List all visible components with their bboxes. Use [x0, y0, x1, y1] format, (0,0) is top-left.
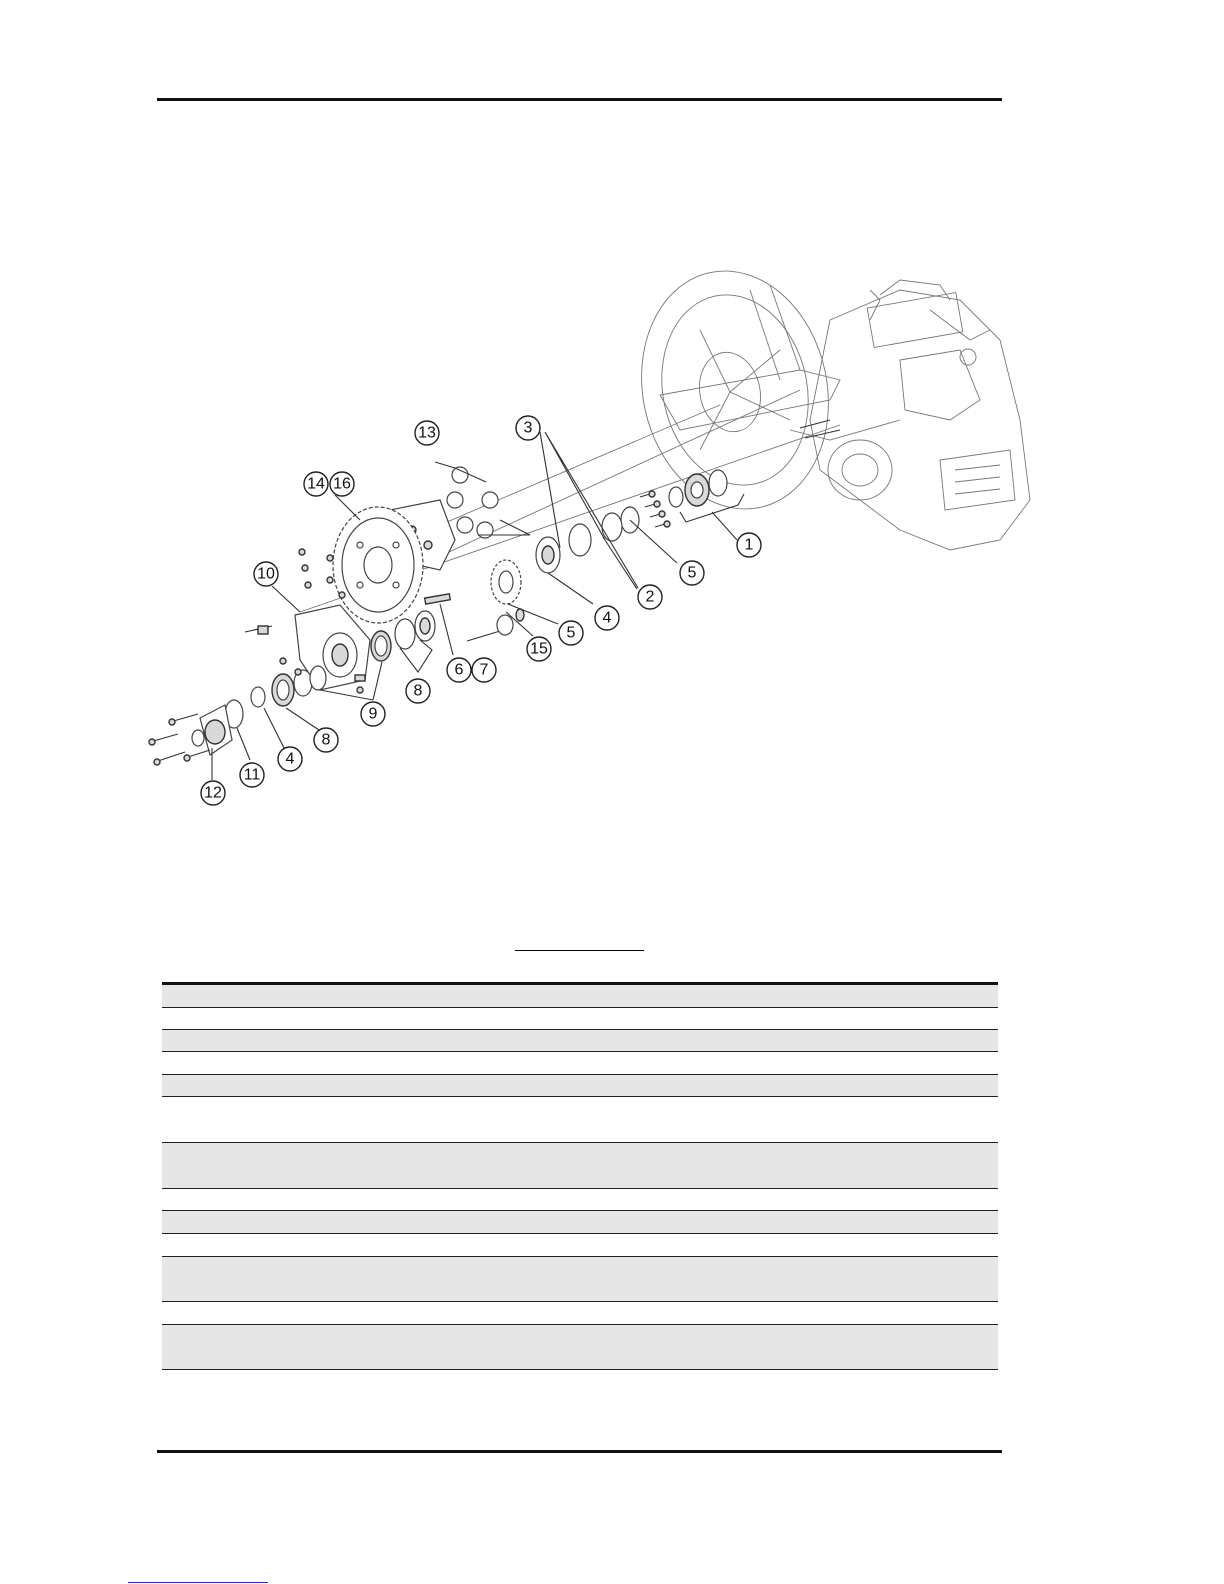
- svg-text:12: 12: [204, 784, 222, 802]
- table-row: [162, 1143, 998, 1189]
- sprocket-carrier-part: [536, 524, 591, 573]
- svg-text:1: 1: [744, 536, 754, 554]
- parts-key-table: [162, 982, 998, 1370]
- table-row: [162, 1325, 998, 1370]
- callout-8b: [314, 728, 338, 752]
- callout-5b: [559, 621, 583, 645]
- svg-text:7: 7: [479, 661, 489, 679]
- svg-text:4: 4: [285, 750, 295, 768]
- svg-text:16: 16: [333, 475, 351, 493]
- bolt-set-right: [640, 491, 670, 527]
- callout-8a: [406, 679, 430, 703]
- bottom-rule: [157, 1450, 1002, 1453]
- table-header-row: [162, 984, 998, 1008]
- callout-2: [638, 585, 662, 609]
- svg-text:8: 8: [321, 731, 331, 749]
- swingarm-outline: [660, 285, 900, 440]
- callout-4b: [278, 747, 302, 771]
- engine-outline: [810, 280, 1030, 550]
- table-row: [162, 1030, 998, 1052]
- svg-text:2: 2: [645, 588, 655, 606]
- callout-12: [201, 781, 225, 805]
- table-row: [162, 1302, 998, 1325]
- leader-lines: [212, 432, 744, 780]
- callout-16: [330, 472, 354, 496]
- svg-text:8: 8: [413, 682, 423, 700]
- svg-text:11: 11: [243, 766, 261, 784]
- end-cover-part: [192, 705, 232, 755]
- chain-link-part: [425, 594, 451, 604]
- svg-text:5: 5: [687, 564, 697, 582]
- bearing-seal-parts-left: [251, 666, 326, 707]
- small-sprocket-part: [491, 560, 521, 604]
- callout-3: [516, 416, 540, 440]
- callout-15: [527, 637, 551, 661]
- table-row: [162, 1189, 998, 1211]
- rear-wheel-outline: [620, 253, 850, 526]
- callout-4a: [595, 606, 619, 630]
- table-row: [162, 1234, 998, 1257]
- table-row: [162, 1052, 998, 1075]
- table-row: [162, 1257, 998, 1302]
- svg-text:13: 13: [418, 424, 436, 442]
- axle-bolt-part: [467, 609, 524, 641]
- rear-sprocket-part: [333, 507, 423, 623]
- callout-10: [254, 562, 278, 586]
- svg-text:6: 6: [454, 661, 464, 679]
- table-row: [162, 1008, 998, 1030]
- table-row: [162, 1097, 998, 1143]
- callout-5a: [680, 561, 704, 585]
- svg-text:10: 10: [257, 565, 275, 583]
- svg-text:9: 9: [368, 705, 378, 723]
- svg-text:15: 15: [530, 640, 548, 658]
- callout-13: [415, 421, 439, 445]
- footer-link-underline[interactable]: [128, 1582, 268, 1583]
- table-row: [162, 1075, 998, 1097]
- callout-6: [447, 658, 471, 682]
- svg-text:14: 14: [307, 475, 325, 493]
- callout-1: [737, 533, 761, 557]
- svg-text:4: 4: [602, 609, 612, 627]
- callout-14: [304, 472, 328, 496]
- svg-text:3: 3: [523, 419, 533, 437]
- table-row: [162, 1211, 998, 1234]
- callout-7: [472, 658, 496, 682]
- callout-11: [240, 763, 264, 787]
- caption-underline: [515, 950, 644, 951]
- callout-9: [361, 702, 385, 726]
- svg-text:5: 5: [566, 624, 576, 642]
